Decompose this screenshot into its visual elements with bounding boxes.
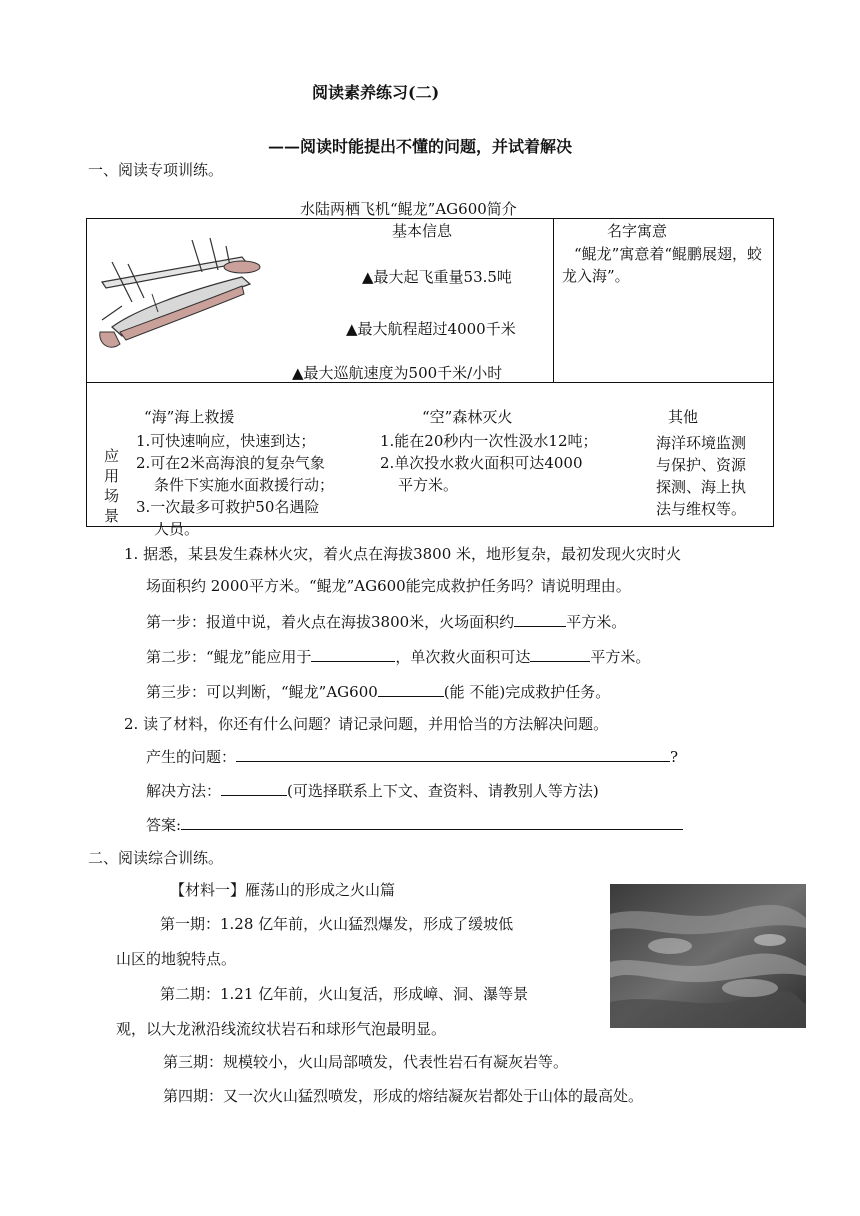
scenario-label: 应 用 场 景	[104, 447, 120, 525]
step2-scenario-blank[interactable]	[311, 645, 395, 662]
table-caption: 水陆两栖飞机“鲲龙”AG600简介	[300, 200, 517, 218]
section1-heading: 一、阅读专项训练。	[88, 161, 224, 179]
sea-rescue-list: 1.可快速响应，快速到达； 2.可在2米高海浪的复杂气象 条件下实施水面救援行动； 3.一次最多可救护50名遇险 人员。	[136, 432, 335, 538]
q2-line1: 2. 读了材料，你还有什么问题？请记录问题，并用恰当的方法解决问题。	[124, 715, 609, 733]
page-subtitle: ——阅读时能提出不懂的问题，并试着解决	[268, 137, 573, 156]
section2-heading: 二、阅读综合训练。	[88, 849, 224, 867]
name-meaning-header: 名字寓意	[607, 222, 668, 240]
spec-weight: ▲最大起飞重量53.5吨	[362, 268, 512, 286]
step1-answer-blank[interactable]	[514, 610, 566, 627]
name-meaning-text: “鲲龙”寓意着“鲲鹏展翅，蛟龙入海”。	[562, 245, 763, 285]
other-text: 海洋环境监测与保护、资源探测、海上执法与维权等。	[656, 434, 747, 518]
forest-fire-list: 1.能在20秒内一次性汲水12吨； 2.单次投水救火面积可达4000 平方米。	[380, 432, 598, 494]
material-p1a: 第一期：1.28 亿年前，火山猛烈爆发，形成了缓坡低	[160, 915, 514, 933]
material-p2b: 观，以大龙湫沿线流纹状岩石和球形气泡最明显。	[116, 1020, 447, 1038]
q1-step1: 第一步：报道中说，着火点在海拔3800米，火场面积约 平方米。	[146, 610, 626, 632]
material-p4: 第四期：又一次火山猛烈喷发，形成的熔结凝灰岩都处于山体的最高处。	[163, 1087, 644, 1105]
table-column-divider	[553, 218, 554, 382]
q2-method: 解决方法： (可选择联系上下文、查资料、请教别人等方法)	[146, 779, 599, 801]
q1-step3: 第三步：可以判断，“鲲龙”AG600 (能 不能)完成救护任务。	[146, 680, 610, 702]
question-blank[interactable]	[236, 745, 670, 762]
volcanic-rock-photo	[610, 884, 806, 1028]
page-title: 阅读素养练习(二)	[312, 83, 440, 102]
answer-blank[interactable]	[181, 813, 683, 830]
step3-judgement-blank[interactable]	[378, 680, 444, 697]
material-one-title: 【材料一】雁荡山的形成之火山篇	[170, 881, 396, 899]
spec-range: ▲最大航程超过4000千米	[346, 320, 516, 338]
step2-area-blank[interactable]	[530, 645, 590, 662]
spec-speed: ▲最大巡航速度为500千米/小时	[292, 364, 503, 382]
sea-rescue-header: “海”海上救援	[144, 408, 235, 426]
q2-answer: 答案:	[146, 813, 683, 835]
material-p3: 第三期：规模较小，火山局部喷发，代表性岩石有凝灰岩等。	[163, 1053, 569, 1071]
other-header: 其他	[668, 408, 699, 426]
q1-line1: 1. 据悉，某县发生森林火灾，着火点在海拔3800 米，地形复杂，最初发现火灾时火	[124, 545, 682, 563]
basic-info-header: 基本信息	[392, 222, 453, 240]
q2-question: 产生的问题： ?	[146, 745, 678, 767]
q1-step2: 第二步：“鲲龙”能应用于 ，单次救火面积可达 平方米。	[146, 645, 650, 667]
material-p1b: 山区的地貌特点。	[116, 950, 237, 968]
material-p2a: 第二期：1.21 亿年前，火山复活，形成嶂、洞、瀑等景	[160, 985, 529, 1003]
method-blank[interactable]	[221, 779, 287, 796]
amphibious-plane-illustration	[92, 232, 272, 362]
forest-fire-header: “空”森林灭火	[422, 408, 513, 426]
q1-line2: 场面积约 2000平方米。“鲲龙”AG600能完成救护任务吗？请说明理由。	[146, 577, 631, 595]
